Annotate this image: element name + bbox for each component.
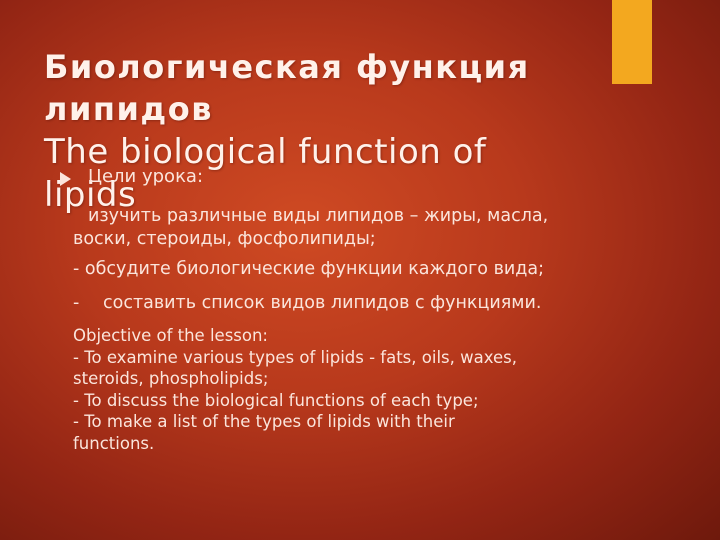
objective-item-3-line1: - To make a list of the types of lipids with their <box>73 412 455 431</box>
objective-item-2: - To discuss the biological functions of each type; <box>73 390 479 410</box>
title-russian: Биологическая функция липидов <box>44 48 530 128</box>
title-english-line1: The biological function of <box>44 132 487 172</box>
goal-item-2: - обсудите биологические функции каждого вида; <box>73 259 544 279</box>
objective-item-3-line2: functions. <box>73 433 155 453</box>
goal-item-3: составить список видов липидов с функциями. <box>103 293 542 313</box>
accent-bar <box>612 0 652 84</box>
goals-heading: Цели урока: <box>88 166 204 187</box>
slide-title <box>44 46 604 216</box>
goal-item-1-line2: воски, стероиды, фосфолипиды; <box>73 229 376 249</box>
bullet-arrow-icon <box>60 172 71 186</box>
objective-heading: Objective of the lesson: <box>73 326 268 345</box>
objective-english <box>73 325 593 454</box>
goal-item-3-dash: - <box>73 293 80 313</box>
goal-item-1-line1: изучить различные виды липидов – жиры, масла, <box>88 206 549 226</box>
objective-item-1-line2: steroids, phospholipids; <box>73 369 269 388</box>
title-english-line2: lipids <box>44 175 137 215</box>
objective-item-1-line1: - To examine various types of lipids - fats, oils, waxes, <box>73 347 517 367</box>
